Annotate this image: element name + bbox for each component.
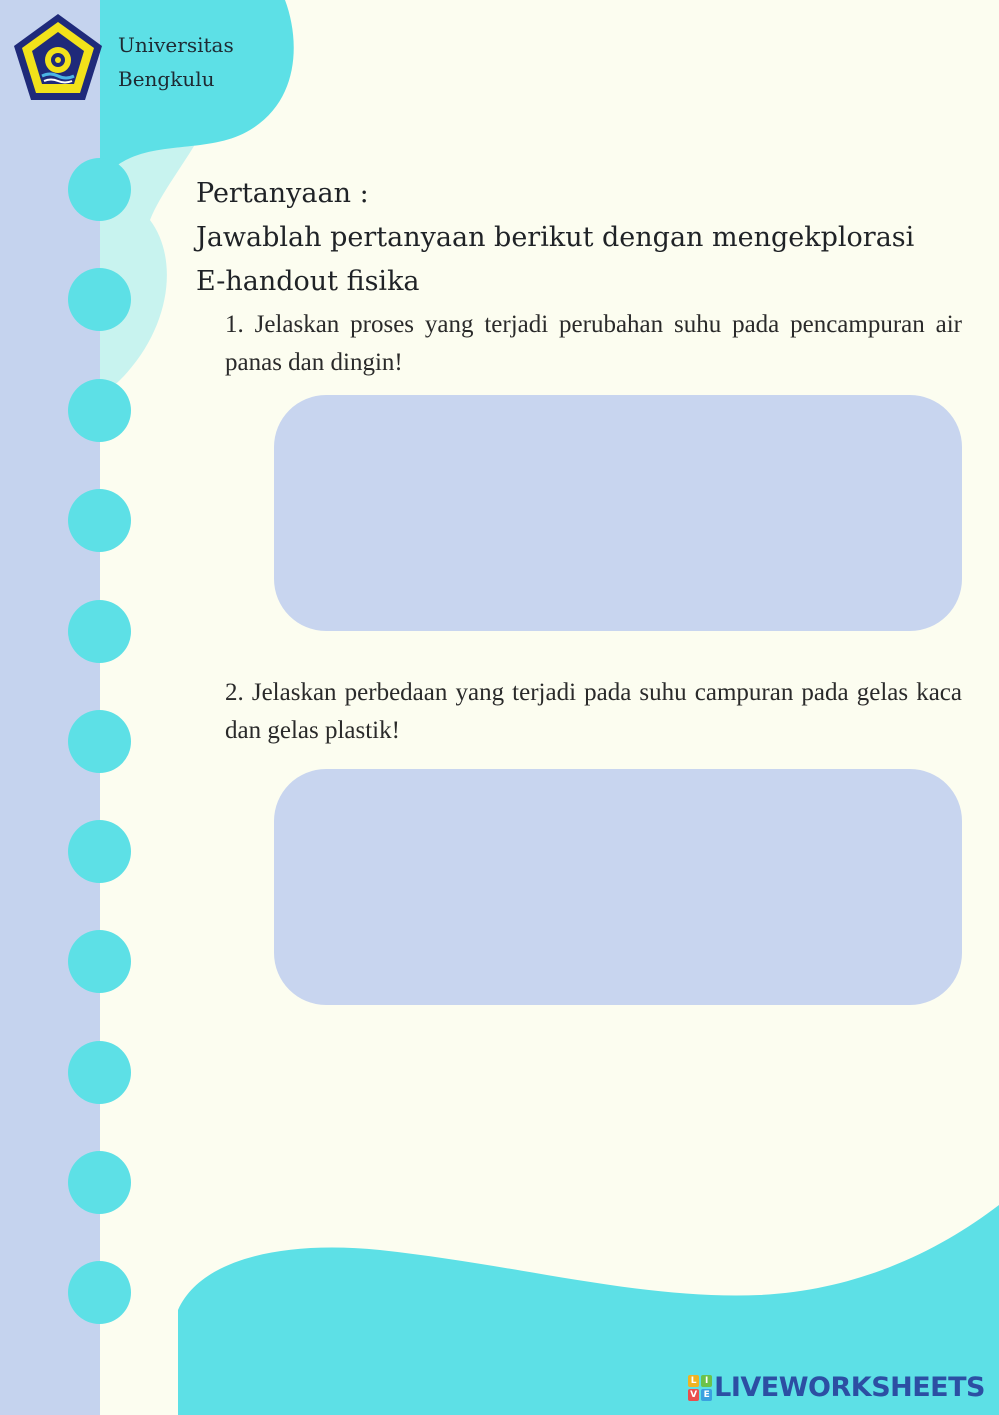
brand-mark-letter: L <box>688 1375 699 1387</box>
question-2-text: 2. Jelaskan perbedaan yang terjadi pada suhu campuran pada gelas kaca dan gelas plastik! <box>225 679 962 744</box>
binder-hole <box>68 268 131 331</box>
brand-mark-letter: V <box>688 1389 699 1401</box>
answer-box-1[interactable] <box>274 395 962 631</box>
heading-title: Pertanyaan : <box>196 178 369 209</box>
binder-hole <box>68 710 131 773</box>
binder-hole <box>68 1151 131 1214</box>
instructions-heading <box>196 172 976 304</box>
binder-hole <box>68 1261 131 1324</box>
binder-hole <box>68 489 131 552</box>
brand-mark-letter: I <box>701 1375 712 1387</box>
heading-instruction: Jawablah pertanyaan berikut dengan mengekplorasi <box>196 222 915 253</box>
binder-hole <box>68 930 131 993</box>
binder-hole <box>68 820 131 883</box>
universitas-bengkulu-crest-icon <box>12 12 104 104</box>
brand-mark-letter: E <box>701 1389 712 1401</box>
answer-box-2[interactable] <box>274 769 962 1005</box>
liveworksheets-logo-icon <box>688 1375 712 1401</box>
binder-hole <box>68 158 131 221</box>
question-1-text: 1. Jelaskan proses yang terjadi perubahan suhu pada pencampuran air panas dan dingin! <box>225 311 962 376</box>
binder-hole <box>68 1041 131 1104</box>
binder-hole <box>68 379 131 442</box>
university-name-line2: Bengkulu <box>118 67 215 91</box>
university-name-line1: Universitas <box>118 33 234 57</box>
university-name <box>118 28 234 96</box>
liveworksheets-brand <box>688 1372 985 1403</box>
liveworksheets-wordmark: LIVEWORKSHEETS <box>714 1372 985 1403</box>
binder-hole <box>68 600 131 663</box>
heading-instruction-cont: E-handout fisika <box>196 266 420 297</box>
